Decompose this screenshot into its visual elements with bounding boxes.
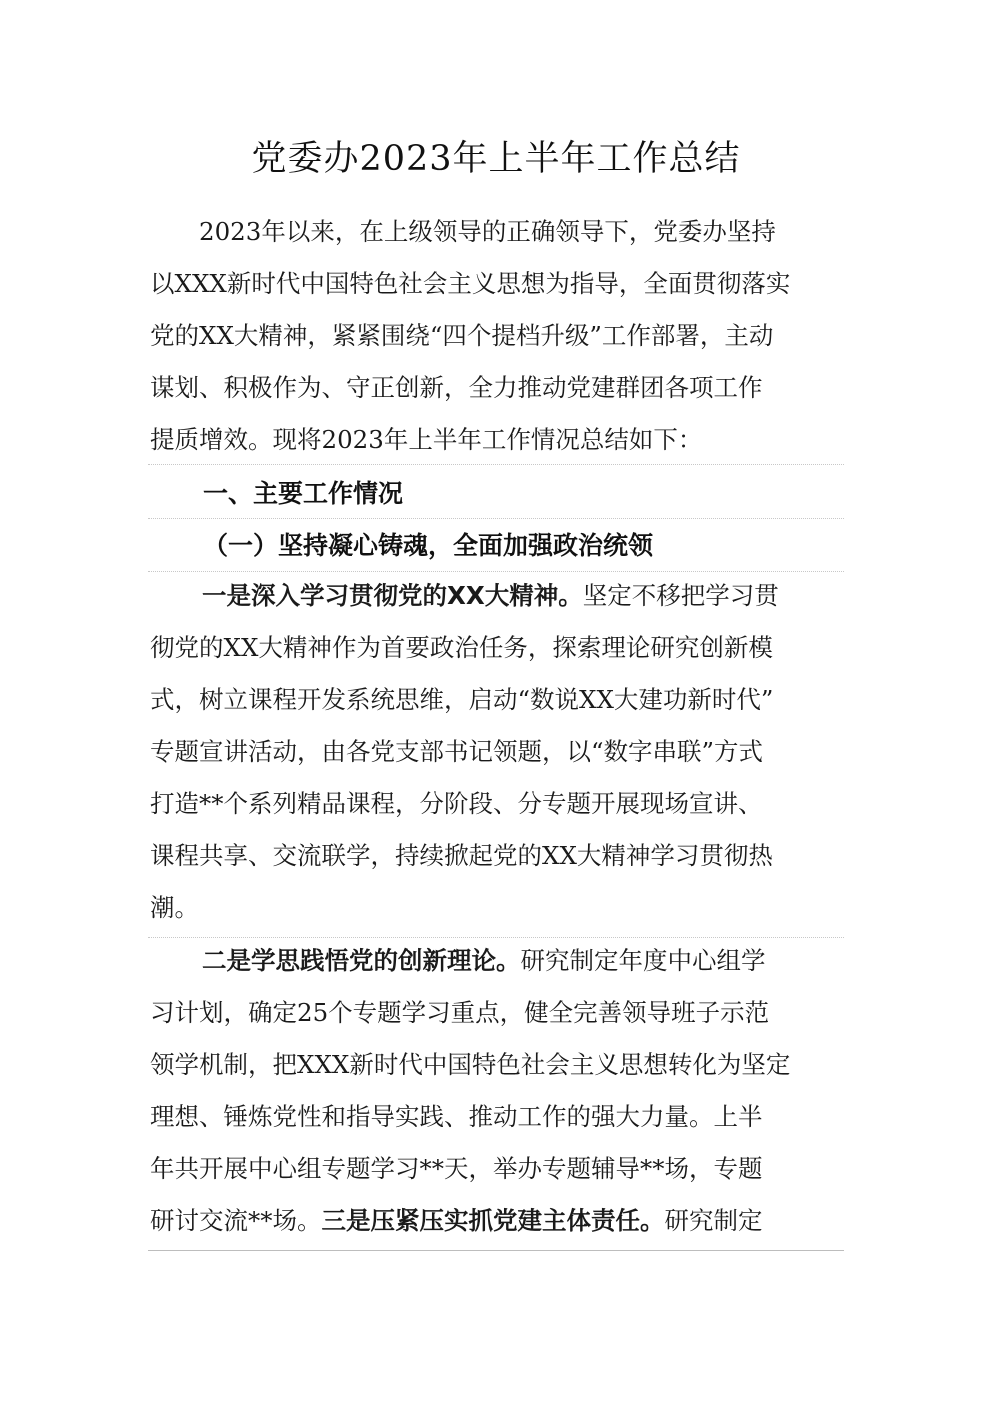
- section-heading: 一、主要工作情况: [203, 479, 404, 508]
- item-two-line-2: 习计划，确定25个专题学习重点，健全完善领导班子示范: [150, 998, 770, 1027]
- item-two-lead: 二是学思践悟党的创新理论。: [202, 946, 521, 975]
- item-two-line-5: 年共开展中心组专题学习**天，举办专题辅导**场，专题: [150, 1154, 763, 1183]
- item-one-line-5: 打造**个系列精品课程，分阶段、分专题开展现场宣讲、: [150, 789, 763, 818]
- item-two-line-4: 理想、锤炼党性和指导实践、推动工作的强大力量。上半: [150, 1102, 763, 1131]
- item-one-line-4: 专题宣讲活动，由各党支部书记领题，以“数字串联”方式: [150, 737, 764, 766]
- item-one-paragraph: [150, 570, 845, 934]
- item-three-rest: 研究制定: [664, 1206, 763, 1235]
- intro-line-5: 提质增效。现将2023年上半年工作情况总结如下：: [150, 425, 703, 454]
- item-two-last-line-start: 研讨交流**场。: [150, 1206, 322, 1235]
- item-one-line-7: 潮。: [150, 893, 199, 922]
- line-separator: [148, 518, 844, 519]
- document-title: 党委办2023年上半年工作总结: [251, 139, 741, 179]
- line-separator: [148, 1250, 844, 1251]
- item-one-line-1-rest: 坚定不移把学习贯: [582, 581, 779, 610]
- intro-paragraph: [150, 206, 845, 466]
- item-one-line-1: [150, 570, 845, 622]
- item-one-line-3: 式，树立课程开发系统思维，启动“数说XX大建功新时代”: [150, 685, 774, 714]
- item-one-line-2: 彻党的XX大精神作为首要政治任务，探索理论研究创新模: [150, 633, 773, 662]
- item-two-line-3: 领学机制，把XXX新时代中国特色社会主义思想转化为坚定: [150, 1050, 791, 1079]
- intro-line-4: 谋划、积极作为、守正创新，全力推动党建群团各项工作: [150, 373, 763, 402]
- item-one-line-6: 课程共享、交流联学，持续掀起党的XX大精神学习贯彻热: [150, 841, 773, 870]
- item-two-line-1: [150, 935, 845, 987]
- intro-line-2: 以XXX新时代中国特色社会主义思想为指导，全面贯彻落实: [150, 269, 791, 298]
- item-two-paragraph: [150, 935, 845, 1247]
- line-separator: [148, 464, 844, 465]
- intro-line-1: 2023年以来，在上级领导的正确领导下，党委办坚持: [150, 217, 776, 246]
- item-three-lead: 三是压紧压实抓党建主体责任。: [321, 1206, 665, 1235]
- intro-line-3: 党的XX大精神，紧紧围绕“四个提档升级”工作部署，主动: [150, 321, 774, 350]
- item-two-line-6: [150, 1195, 845, 1247]
- subsection-heading: （一）坚持凝心铸魂，全面加强政治统领: [203, 531, 654, 560]
- item-two-line-1-rest: 研究制定年度中心组学: [520, 946, 766, 975]
- item-one-lead: 一是深入学习贯彻党的XX大精神。: [202, 581, 583, 610]
